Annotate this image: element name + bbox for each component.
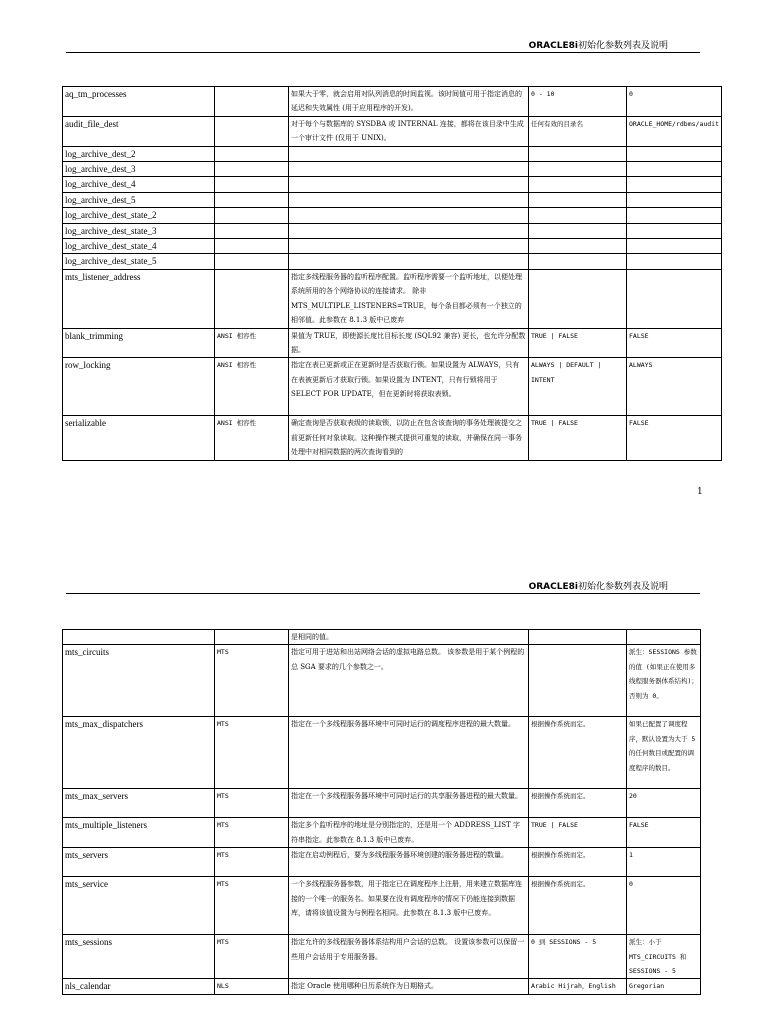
table-row — [63, 877, 701, 935]
range-cell: Arabic Hijrah，English — [529, 979, 627, 994]
default-cell: ALWAYS — [627, 358, 722, 416]
param-name-cell: serializable — [63, 416, 215, 460]
param-name-cell: mts_servers — [63, 848, 215, 877]
default-cell — [627, 177, 722, 192]
description-cell: 指定在启动例程后，要为多线程服务器环境创建的服务器进程的数量。 — [289, 848, 529, 877]
default-cell: 派生：SESSIONS 参数的值 (如果正在使用多线程服务器体系结构)；否则为 0。 — [627, 645, 701, 717]
table-row — [63, 358, 722, 416]
description-cell: 确定查询是否获取表级的读取锁，以防止在包含该查询的事务处理被提交之前更新任何对象读取。这种操作模式提供可重复的读取，并确保在同一事务处理中对相同数据的两次查询看到的 — [289, 416, 529, 460]
range-cell: 任何有效的目录名 — [529, 116, 627, 146]
description-cell — [289, 239, 529, 254]
range-cell: 0 - 10 — [529, 87, 627, 117]
default-cell — [627, 208, 722, 223]
param-name-cell: log_archive_dest_state_4 — [63, 239, 215, 254]
description-cell — [289, 223, 529, 238]
param-name-cell: log_archive_dest_state_5 — [63, 254, 215, 269]
category-cell — [215, 177, 289, 192]
range-cell — [529, 645, 627, 717]
page-number: 1 — [697, 487, 703, 497]
table-row — [63, 818, 701, 848]
param-name-cell: log_archive_dest_2 — [63, 146, 215, 161]
description-cell: 指定多线程服务器的监听程序配置。监听程序需要一个监听地址，以便处理系统所用的各个网络协议的连接请求。 除非 MTS_MULTIPLE_LISTENERS=TRUE，每个条目都必须有一个独立的相邻值。此参数在 8.1.3 版中已废弃 — [289, 269, 529, 328]
table-row — [63, 416, 722, 460]
param-name-cell: mts_circuits — [63, 645, 215, 717]
default-cell: ORACLE_HOME/rdbms/audit — [627, 116, 722, 146]
description-cell — [289, 254, 529, 269]
default-cell: 派生：小于 MTS_CIRCUITS 和 SESSIONS - 5 — [627, 935, 701, 979]
table-row — [63, 328, 722, 358]
range-cell: 根据操作系统而定。 — [529, 848, 627, 877]
description-cell: 指定 Oracle 使用哪种日历系统作为日期格式。 — [289, 979, 529, 994]
category-cell — [215, 223, 289, 238]
default-cell: 如果已配置了调度程序，默认设置为大于 5 的任何数目或配置的调度程序的数目。 — [627, 717, 701, 789]
description-cell: 对于每个与数据库的 SYSDBA 或 INTERNAL 连接，都将在该目录中生成一个审计文件 (仅用于 UNIX)。 — [289, 116, 529, 146]
range-cell — [529, 146, 627, 161]
default-cell: 0 — [627, 877, 701, 935]
description-cell: 是相同的值。 — [289, 630, 529, 645]
parameter-table — [62, 86, 722, 461]
table-row — [63, 146, 722, 161]
category-cell — [215, 192, 289, 207]
category-cell — [215, 162, 289, 177]
category-cell: MTS — [215, 848, 289, 877]
table-body — [63, 87, 722, 461]
default-cell: Gregorian — [627, 979, 701, 994]
table-row — [63, 630, 701, 645]
header-title: 初始化参数列表及说明 — [577, 582, 668, 592]
header-brand: ORACLE8i — [528, 41, 578, 51]
category-cell: MTS — [215, 935, 289, 979]
range-cell: TRUE | FALSE — [529, 328, 627, 358]
category-cell: ANSI 相容性 — [215, 358, 289, 416]
category-cell — [215, 630, 289, 645]
table-row — [63, 717, 701, 789]
default-cell — [627, 146, 722, 161]
table-row — [63, 162, 722, 177]
range-cell — [529, 223, 627, 238]
range-cell: 0 到 SESSIONS - 5 — [529, 935, 627, 979]
range-cell — [529, 269, 627, 328]
description-cell — [289, 192, 529, 207]
param-name-cell: mts_max_servers — [63, 789, 215, 818]
description-cell — [289, 177, 529, 192]
description-cell: 指定多个监听程序的地址是分别指定的，还是用一个 ADDRESS_LIST 字符串指定。此参数在 8.1.3 版中已废弃。 — [289, 818, 529, 848]
default-cell — [627, 223, 722, 238]
table-body — [63, 630, 701, 995]
description-cell: 果值为 TRUE，即使源长度比目标长度 (SQL92 兼容) 更长，也允许分配数据。 — [289, 328, 529, 358]
table-row — [63, 269, 722, 328]
param-name-cell: mts_multiple_listeners — [63, 818, 215, 848]
table-row — [63, 192, 722, 207]
default-cell — [627, 239, 722, 254]
param-name-cell: mts_service — [63, 877, 215, 935]
category-cell: MTS — [215, 789, 289, 818]
range-cell: 根据操作系统而定。 — [529, 789, 627, 818]
default-cell — [627, 630, 701, 645]
header-rule — [66, 593, 700, 594]
range-cell — [529, 192, 627, 207]
range-cell — [529, 254, 627, 269]
header-title: 初始化参数列表及说明 — [577, 41, 668, 51]
param-name-cell: mts_sessions — [63, 935, 215, 979]
table-row — [63, 789, 701, 818]
range-cell: TRUE | FALSE — [529, 818, 627, 848]
default-cell: FALSE — [627, 818, 701, 848]
param-name-cell: nls_calendar — [63, 979, 215, 994]
description-cell: 一个多线程服务器参数，用于指定已在调度程序上注册，用来建立数据库连接的一个唯一的服务名。如果要在没有调度程序的情况下仍能连接到数据库，请将该值设置为与例程名相同。此参数在 8.1.3 版中已废弃。 — [289, 877, 529, 935]
default-cell: 1 — [627, 848, 701, 877]
default-cell: 0 — [627, 87, 722, 117]
default-cell — [627, 269, 722, 328]
param-name-cell: row_locking — [63, 358, 215, 416]
category-cell — [215, 269, 289, 328]
range-cell — [529, 630, 627, 645]
param-name-cell: log_archive_dest_5 — [63, 192, 215, 207]
page-header — [529, 38, 668, 51]
range-cell — [529, 239, 627, 254]
description-cell — [289, 208, 529, 223]
parameter-table — [62, 629, 701, 995]
category-cell — [215, 87, 289, 117]
default-cell — [627, 162, 722, 177]
page-header — [529, 579, 668, 592]
description-cell — [289, 146, 529, 161]
table-row — [63, 979, 701, 994]
default-cell: FALSE — [627, 328, 722, 358]
param-name-cell: log_archive_dest_3 — [63, 162, 215, 177]
default-cell — [627, 254, 722, 269]
table-row — [63, 208, 722, 223]
default-cell: 20 — [627, 789, 701, 818]
param-name-cell: mts_max_dispatchers — [63, 717, 215, 789]
category-cell — [215, 254, 289, 269]
table-row — [63, 177, 722, 192]
range-cell — [529, 177, 627, 192]
default-cell — [627, 192, 722, 207]
range-cell — [529, 162, 627, 177]
description-cell: 如果大于零，就会启用对队列消息的时间监视。该时间值可用于指定消息的延迟和失效属性 (用于应用程序的开发)。 — [289, 87, 529, 117]
category-cell — [215, 208, 289, 223]
header-brand: ORACLE8i — [528, 582, 578, 592]
table-row — [63, 254, 722, 269]
header-rule — [66, 52, 700, 53]
default-cell: FALSE — [627, 416, 722, 460]
param-name-cell: log_archive_dest_state_2 — [63, 208, 215, 223]
category-cell: ANSI 相容性 — [215, 416, 289, 460]
param-name-cell: log_archive_dest_state_3 — [63, 223, 215, 238]
range-cell: ALWAYS | DEFAULT | INTENT — [529, 358, 627, 416]
range-cell: 根据操作系统而定。 — [529, 717, 627, 789]
table-row — [63, 87, 722, 117]
category-cell: MTS — [215, 717, 289, 789]
table-row — [63, 223, 722, 238]
table-row — [63, 848, 701, 877]
category-cell — [215, 116, 289, 146]
category-cell: MTS — [215, 818, 289, 848]
param-name-cell: mts_listener_address — [63, 269, 215, 328]
table-row — [63, 116, 722, 146]
param-name-cell: aq_tm_processes — [63, 87, 215, 117]
category-cell — [215, 146, 289, 161]
param-name-cell: log_archive_dest_4 — [63, 177, 215, 192]
description-cell — [289, 162, 529, 177]
description-cell: 指定在一个多线程服务器环境中可同时运行的调度程序进程的最大数量。 — [289, 717, 529, 789]
category-cell: NLS — [215, 979, 289, 994]
category-cell: MTS — [215, 877, 289, 935]
description-cell: 指定允许的多线程服务器体系结构用户会话的总数。 设置该参数可以保留一些用户会话用于专用服务器。 — [289, 935, 529, 979]
category-cell: ANSI 相容性 — [215, 328, 289, 358]
category-cell — [215, 239, 289, 254]
range-cell — [529, 208, 627, 223]
range-cell: 根据操作系统而定。 — [529, 877, 627, 935]
table-row — [63, 935, 701, 979]
description-cell: 指定在一个多线程服务器环境中可同时运行的共享服务器进程的最大数量。 — [289, 789, 529, 818]
category-cell: MTS — [215, 645, 289, 717]
table-row — [63, 645, 701, 717]
description-cell: 指定在表已更新或正在更新时是否获取行锁。如果设置为 ALWAYS，只有在表被更新后才获取行锁。如果设置为 INTENT，只有行锁将用于 SELECT FOR UPDATE，但在更新时将获取表锁。 — [289, 358, 529, 416]
description-cell: 指定可用于进站和出站网络会话的虚拟电路总数。 该参数是用于某个例程的总 SGA 要求的几个参数之一。 — [289, 645, 529, 717]
table-row — [63, 239, 722, 254]
param-name-cell — [63, 630, 215, 645]
param-name-cell: blank_trimming — [63, 328, 215, 358]
range-cell: TRUE | FALSE — [529, 416, 627, 460]
param-name-cell: audit_file_dest — [63, 116, 215, 146]
